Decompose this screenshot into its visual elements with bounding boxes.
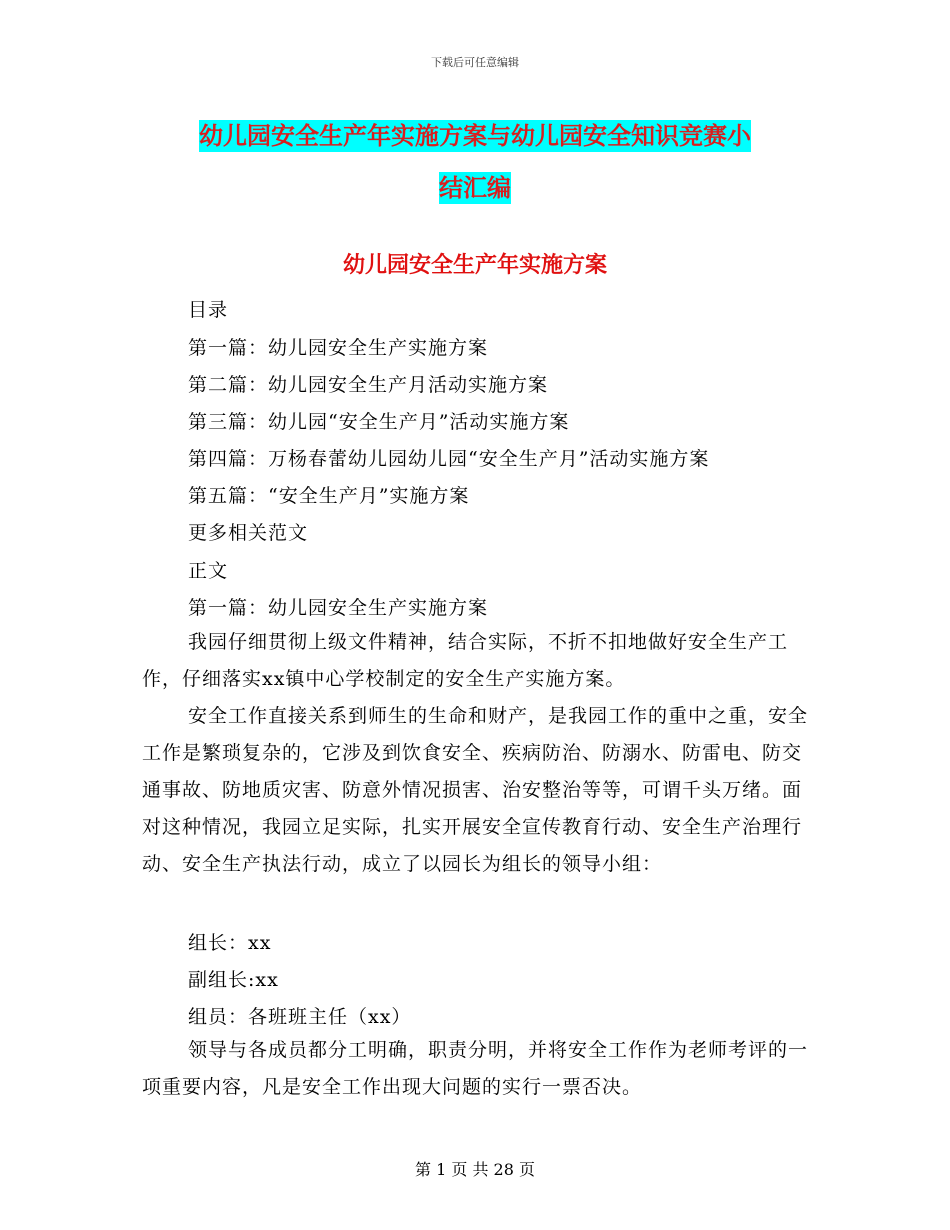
- paragraph: 领导与各成员都分工明确，职责分明，并将安全工作作为老师考评的一项重要内容，凡是安全工作出现大问题的实行一票否决。: [142, 1039, 809, 1098]
- section-title: 第一篇：幼儿园安全生产实施方案: [188, 597, 489, 619]
- header-note: 下载后可任意编辑: [431, 56, 519, 69]
- toc-item: 第一篇：幼儿园安全生产实施方案: [188, 337, 489, 359]
- document-title: [140, 110, 810, 214]
- title-line-1: 幼儿园安全生产年实施方案与幼儿园安全知识竞赛小: [199, 122, 751, 150]
- toc-item: 更多相关范文: [188, 522, 309, 544]
- paragraph: 安全工作直接关系到师生的生命和财产，是我园工作的重中之重，安全工作是繁琐复杂的，它涉及到饮食安全、疾病防治、防溺水、防雷电、防交通事故、防地质灾害、防意外情况损害、治安整治等等，可谓千头万绪。面对这种情况，我园立足实际，扎实开展安全宣传教育行动、安全生产治理行动、安全生产执法行动，成立了以园长为组长的领导小组：: [142, 705, 809, 875]
- toc-item: 第四篇：万杨春蕾幼儿园幼儿园“安全生产月”活动实施方案: [188, 448, 710, 470]
- member-line: 副组长:xx: [188, 969, 279, 991]
- section-heading: 幼儿园安全生产年实施方案: [342, 253, 607, 278]
- toc-item: 第五篇：“安全生产月”实施方案: [188, 485, 470, 507]
- page-footer: 第 1 页 共 28 页: [415, 1160, 535, 1179]
- title-line-2: 结汇编: [439, 174, 511, 202]
- member-line: 组长：xx: [188, 932, 272, 954]
- toc-item: 第二篇：幼儿园安全生产月活动实施方案: [188, 374, 549, 396]
- member-line: 组员：各班班主任（xx）: [188, 1006, 412, 1028]
- paragraph: 我园仔细贯彻上级文件精神，结合实际，不折不扣地做好安全生产工作，仔细落实xx镇中心学校制定的安全生产实施方案。: [142, 631, 789, 690]
- toc-item: 第三篇：幼儿园“安全生产月”活动实施方案: [188, 411, 570, 433]
- toc-label: 目录: [188, 299, 229, 321]
- body-label: 正文: [188, 560, 229, 582]
